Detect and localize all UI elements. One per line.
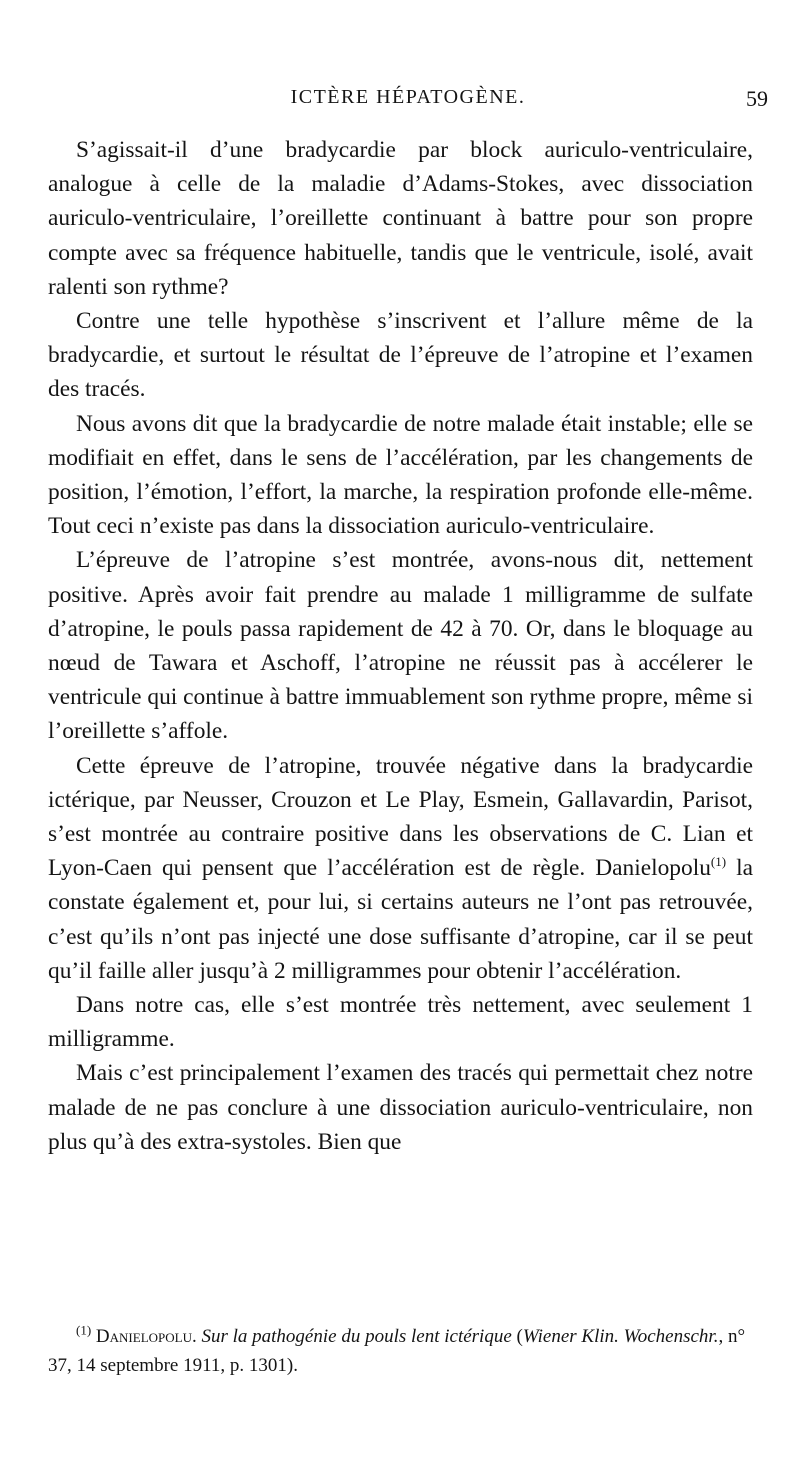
paragraph: Nous avons dit que la bradycardie de notre malade était instable; elle se modifiait en effet, dans le sens de l’accélération, par les changements de position, l’émotion, l’effort, la marche, la respiration profonde elle-même. Tout ceci n’existe pas dans la dissociation auriculo-ventriculaire. (48, 410, 753, 540)
paragraph: S’agissait-il d’une bradycardie par block auriculo-ventriculaire, analogue à celle de la maladie d’Adams-Stokes, avec dissociation auriculo-ventriculaire, l’oreillette continuant à battre pour son propre compte avec sa fréquence habituelle, tandis que le ventricule, isolé, avait ralenti son rythme? (48, 137, 753, 300)
footnote-title: Sur la pathogénie du pouls lent ictérique (201, 1326, 512, 1347)
footnote-journal: Wiener Klin. Wochenschr. (522, 1326, 719, 1347)
page-number: 59 (746, 86, 768, 111)
paragraph (48, 749, 753, 988)
paragraph: Mais c’est principalement l’examen des tracés qui permettait chez notre malade de ne pas conclure à une dissociation auriculo-ventriculaire, non plus qu’à des extra-systoles. Bien que (48, 1060, 753, 1155)
footnote-details: , n° 37, 14 septembre 1911, p. 1301). (48, 1326, 746, 1376)
paragraph-text: la constate également et, pour lui, si certains auteurs ne l’ont pas retrouvée, c’est qu’ils n’ont pas injecté une dose suffisante d’atropine, car il se peut qu’il faille aller jusqu’à 2 milligrammes pour obtenir l’accélération. (48, 855, 753, 984)
footnote-reference[interactable]: (1) (710, 854, 727, 870)
paragraph-text: Cette épreuve de l’atropine, trouvée négative dans la bradycardie ictérique, par Neusser, Crouzon et Le Play, Esmein, Gallavardin, Parisot, s’est montrée au contraire positive dans les observations de C. Lian et Lyon-Caen qui pensent que l’accélération est de règle. Danielopolu (48, 752, 753, 882)
paragraph: Contre une telle hypothèse s’inscrivent et l’allure même de la bradycardie, et surtout le résultat de l’épreuve de l’atropine et l’examen des tracés. (48, 308, 753, 403)
footnote-paren: ( (511, 1326, 523, 1347)
footnote-mark: (1) (76, 1322, 92, 1338)
body-text (48, 133, 753, 1159)
footnote-author: Danielopolu. (95, 1326, 197, 1347)
page-header (48, 86, 768, 118)
paragraph: Dans notre cas, elle s’est montrée très nettement, avec seulement 1 milligramme. (48, 992, 753, 1053)
running-head: ICTÈRE HÉPATOGÈNE. (290, 86, 526, 108)
paragraph: L’épreuve de l’atropine s’est montrée, avons-nous dit, nettement positive. Après avoir fait prendre au malade 1 milligramme de sulfate d’atropine, le pouls passa rapidement de 42 à 70. Or, dans le bloquage au nœud de Tawara et Aschoff, l’atropine ne réussit pas à accélerer le ventricule qui continue à battre immuablement son rythme propre, même si l’oreillette s’affole. (48, 547, 753, 745)
footnote (48, 1322, 753, 1380)
